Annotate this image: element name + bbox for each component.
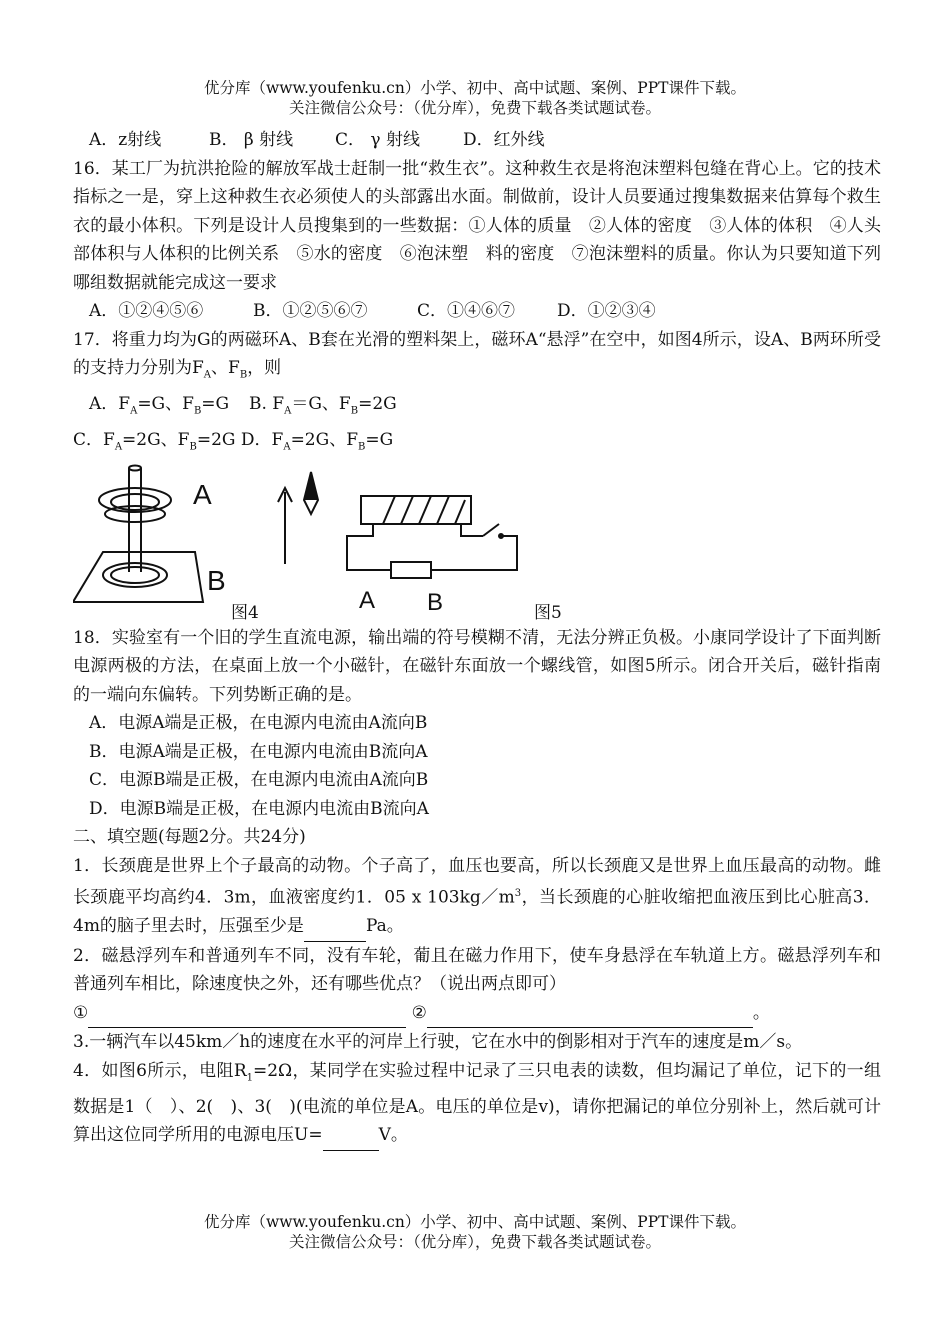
exam-content <box>73 126 881 1151</box>
q16-option-b: B．①②⑤⑥⑦ <box>253 301 368 321</box>
q16-option-c: C．①④⑥⑦ <box>417 301 516 321</box>
figures-row <box>73 462 881 624</box>
q16-options <box>73 297 881 326</box>
compass-needle <box>304 472 318 514</box>
q15-option-b: B． β 射线 <box>209 130 294 150</box>
q17-options-ab <box>73 390 881 426</box>
wire-left <box>347 524 391 570</box>
header-line-1: 优分库（www.youfenku.cn）小学、初中、高中试题、案例、PPT课件下载。 <box>203 79 747 97</box>
q15-option-d: D．红外线 <box>463 130 545 150</box>
fill-2-answers: ① ② 。 <box>73 999 881 1029</box>
ring-b-label: B <box>207 564 226 596</box>
q17-option-b: B. $F_A=G$、$F_B=2G$ <box>249 393 397 417</box>
coil-5 <box>455 500 465 524</box>
q15-options <box>73 126 881 155</box>
q18-option-a: A．电源A端是正极，在电源内电流由A流向B <box>89 713 428 734</box>
switch-contact <box>499 534 503 538</box>
coil-2 <box>401 496 413 524</box>
q17-option-c: C．$F_A=2G$、$F_B=2G$ <box>73 429 236 453</box>
q17-options-cd <box>73 426 881 462</box>
pole-top <box>129 465 141 470</box>
coil-3 <box>419 496 431 524</box>
fill-2-blank-1[interactable] <box>88 999 406 1029</box>
q17-stem: 17．将重力均为G的两磁环A、B套在光滑的塑料架上，磁环A“悬浮”在空中，如图4所示，设A、B两环所受的支持力分别为$F_A$、$F_B$，则 <box>73 329 881 381</box>
fill-2-stem: 2．磁悬浮列车和普通列车不同，没有车轮，葡且在磁力作用下，使车身悬浮在车轨道上方。磁悬浮列车和普通列车相比，除速度快之外，还有哪些优点？（说出两点即可） <box>73 945 881 995</box>
fig5-caption: 图5 <box>534 602 562 623</box>
q15-option-a: A．z射线 <box>89 130 162 150</box>
page-footer <box>0 1212 950 1252</box>
fill-4: 4．如图6所示，电阻$R_1=2\Omega$，某同学在实验过程中记录了三只电表的读数，但均漏记了单位，记下的一组数据是1（ ）、2( )、3( )(电流的单位是A。电压的单位是v)，请你把漏记的单位分别补上，然后就可计算出这位同学所用的电源电压U= V。 <box>73 1057 881 1151</box>
coil-1 <box>383 496 395 524</box>
needle-north <box>304 472 318 500</box>
fill-1-blank[interactable] <box>304 912 366 942</box>
q16-option-a: A．①②④⑤⑥ <box>89 301 204 321</box>
q18-stem: 18．实验室有一个旧的学生直流电源，输出端的符号模糊不清，无法分辨正负极。小康同学设计了下面判断电源两极的方法，在桌面上放一个小磁针，在磁针东面放一个螺线管，如图5所示。闭合开关后，磁针指南的一端向东偏转。下列势断正确的是。 <box>73 627 881 705</box>
figure-4-diagram <box>73 465 203 602</box>
q18-option-b: B．电源A端是正极，在电源内电流由B流向A <box>89 741 428 762</box>
solenoid-core <box>361 496 471 524</box>
wire-switch <box>461 524 483 536</box>
q15-option-c: C． γ 射线 <box>335 130 420 150</box>
figure-4-and-5 <box>73 462 881 624</box>
terminal-b-label: B <box>427 588 444 616</box>
q17-option-a: A．$F_A=G$、$F_B=G$ <box>89 393 230 417</box>
wire-right <box>431 536 517 570</box>
header-line-2: 关注微信公众号：（优分库），免费下载各类试题试卷。 <box>288 99 661 117</box>
power-source <box>391 562 431 578</box>
fill-3: 3.一辆汽车以45km／h的速度在水平的河岸上行驶，它在水中的倒影相对于汽车的速度是m／s。 <box>73 1032 803 1053</box>
section-2-title: 二、填空题(每题2分。共24分) <box>73 827 306 848</box>
stand-base <box>73 552 203 602</box>
fig4-caption: 图4 <box>231 602 259 623</box>
q18-option-c: C．电源B端是正极，在电源内电流由A流向B <box>89 770 429 791</box>
fill-4-blank[interactable] <box>323 1121 379 1151</box>
ring-a-label: A <box>193 478 212 510</box>
ring-b-inner <box>111 567 159 583</box>
page-header <box>0 78 950 118</box>
figure-5-diagram <box>347 496 517 578</box>
fill-2-blank-2[interactable] <box>427 999 753 1029</box>
coil-4 <box>437 496 449 524</box>
footer-line-1: 优分库（www.youfenku.cn）小学、初中、高中试题、案例、PPT课件下载。 <box>203 1213 747 1231</box>
ring-a-bottom <box>105 506 165 522</box>
q16-stem: 16．某工厂为抗洪抢险的解放军战士赶制一批“救生衣”。这种救生衣是将泡沫塑料包缝在背心上。它的技术指标之一是，穿上这种救生衣必须使人的头部露出水面。制做前，设计人员要通过搜集数据来估算每个救生衣的最小体积。下列是设计人员搜集到的一些数据：①人体的质量 ②人体的密度 ③人体的体积 ④人头部体积与人体积的比例关系 ⑤水的密度 ⑥泡沫塑 料的密度 ⑦泡沫塑料的质量。你认为只要知道下列哪组数据就能完成这一要求 <box>73 158 881 293</box>
footer-line-2: 关注微信公众号：（优分库），免费下载各类试题试卷。 <box>288 1233 661 1251</box>
fill-1: 1．长颈鹿是世界上个子最高的动物。个子高了，血压也要高，所以长颈鹿又是世界上血压最高的动物。雌长颈鹿平均高约4．3m，血液密度约1．05 x $103kg/m^3$，当长颈鹿的心脏收缩把血液压到比心脏高3．4m的脑子里去时，压强至少是 Pa。 <box>73 852 881 942</box>
q17-option-d: D．$F_A=2G$、$F_B=G$ <box>240 429 394 453</box>
north-arrow <box>278 488 292 564</box>
terminal-a-label: A <box>359 586 376 614</box>
switch-blade <box>483 524 499 536</box>
ring-a-outer <box>99 488 171 512</box>
q16-option-d: D．①②③④ <box>557 301 656 321</box>
q18-option-d: D．电源B端是正极，在电源内电流由B流向A <box>89 798 429 819</box>
